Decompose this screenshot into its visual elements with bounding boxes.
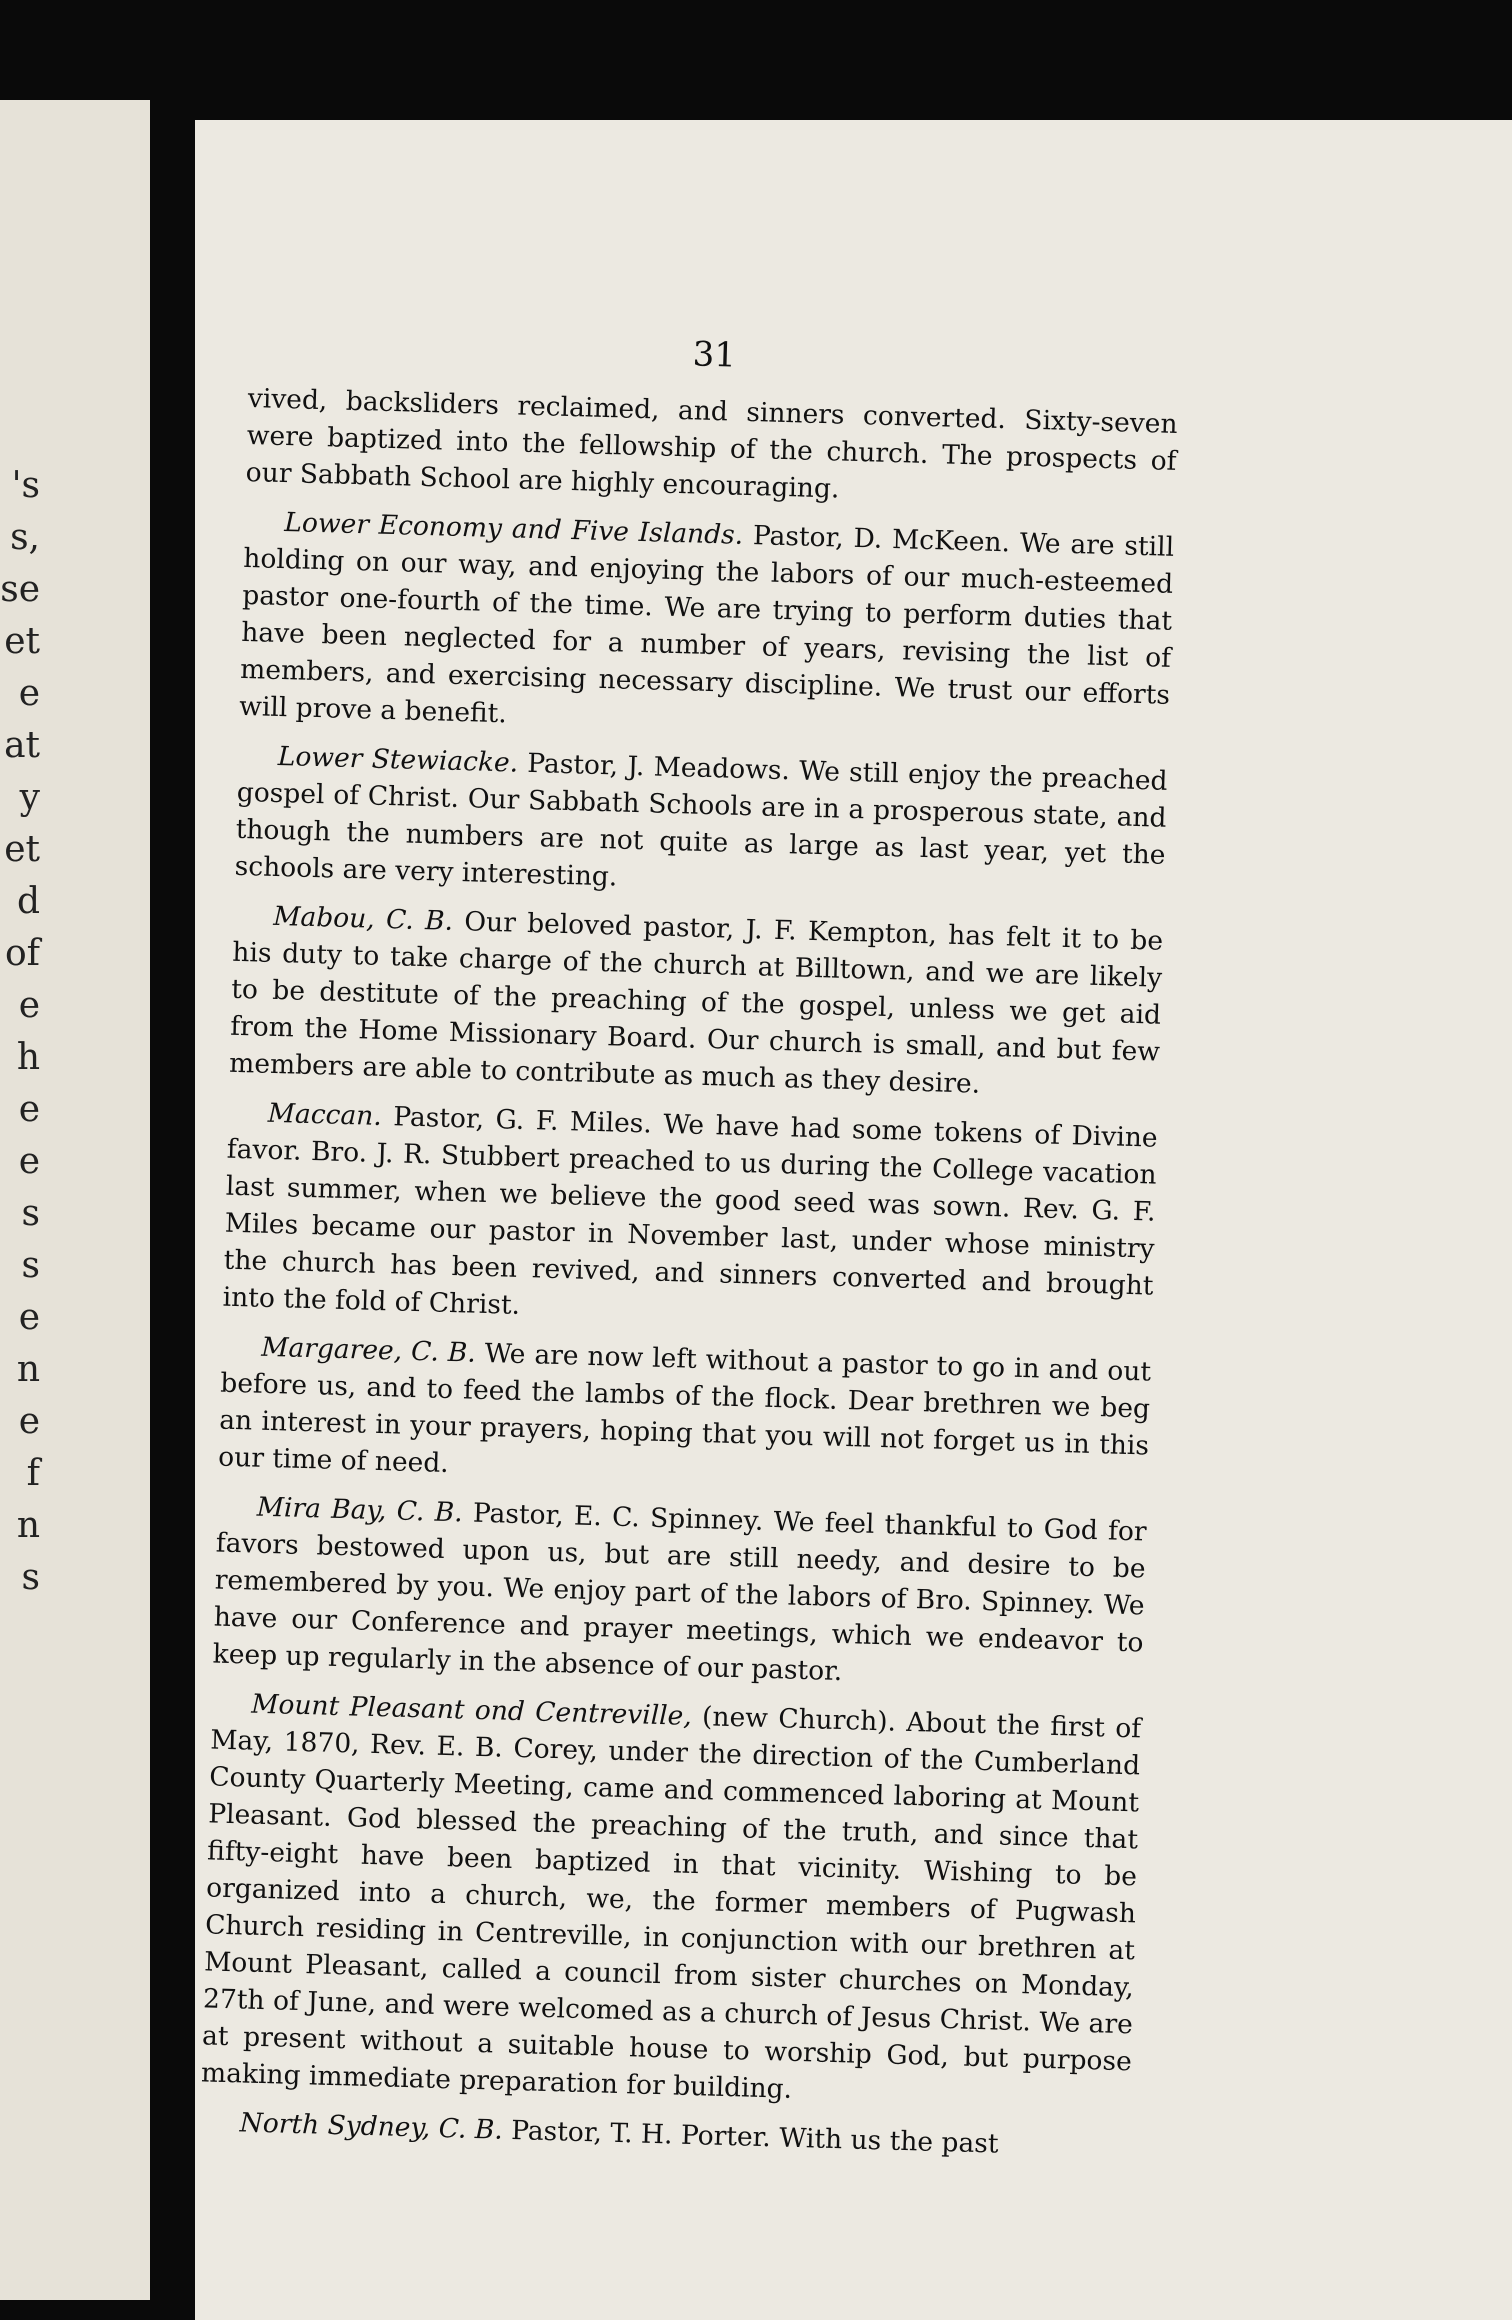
facing-page-fragment: s xyxy=(21,1193,40,1234)
facing-page-edge xyxy=(0,100,150,2300)
facing-page-fragment: n xyxy=(16,1505,40,1546)
facing-page-fragment: of xyxy=(5,933,40,974)
paragraph-text: Our beloved pastor, J. F. Kempton, has felt it to be his duty to take charge of the church at Billtown, and we are likely to be destitute of the preaching of the gospel, unless we get aid from the Home Missionary Board. Our church is small, and but few members are able to contribute as much as they desire. xyxy=(228,906,1164,1100)
facing-page-fragment: se xyxy=(0,569,40,610)
paragraph-heading: Lower Economy and Five Islands. xyxy=(283,507,744,551)
paragraph-heading: Mabou, C. B. xyxy=(272,900,454,937)
facing-page-text-fragments xyxy=(0,460,40,1604)
facing-page-fragment: e xyxy=(18,673,40,714)
paragraph-text: (new Church). About the first of May, 1870, Rev. E. B. Corey, under the direction of the Cumberland County Quarterly Meeting, came and commenced laboring at Mount Pleasant. God blessed the preaching of the truth, and since that fifty-eight have been baptized in that vicinity. Wishing to be organized into a church, we, the former members of Pugwash Church residing in Centreville, in conjunction with our brethren at Mount Pleasant, called a council from sister churches on Monday, 27th of June, and were welcomed as a church of Jesus Christ. We are at present without a suitable house to worship God, but purpose making immediate preparation for building. xyxy=(200,1701,1142,2105)
paragraph-heading: Maccan. xyxy=(267,1097,383,1132)
facing-page-fragment: s xyxy=(21,1557,40,1598)
facing-page-fragment: e xyxy=(18,1089,40,1130)
paragraph xyxy=(245,380,1178,517)
facing-page-fragment: e xyxy=(18,1297,40,1338)
page-number: 31 xyxy=(692,334,737,376)
paragraph xyxy=(229,897,1164,1108)
page-text-block xyxy=(199,322,1180,2178)
paragraph-heading: Lower Stewiacke. xyxy=(277,740,519,779)
facing-page-fragment: s, xyxy=(10,517,40,558)
paragraph-text: Pastor, E. C. Spinney. We feel thankful to God for favors bestowed upon us, but are still needy, and desire to be remembered by you. We enjoy part of the labors of Bro. Spinney. We have our Conference and prayer meetings, which we endeavor to keep up regularly in the absence of our pastor. xyxy=(212,1497,1147,1688)
facing-page-fragment: n xyxy=(16,1349,40,1390)
facing-page-fragment: f xyxy=(26,1453,40,1494)
facing-page-fragment: at xyxy=(4,725,40,766)
facing-page-fragment: h xyxy=(16,1037,40,1078)
facing-page-fragment: d xyxy=(16,881,40,922)
facing-page-fragment: y xyxy=(19,777,40,818)
paragraph-text: We are now left without a pastor to go in and out before us, and to feed the lambs of the flock. Dear brethren we beg an interest in your prayers, hoping that you will not forget us in this our time of need. xyxy=(217,1337,1152,1479)
facing-page-fragment: e xyxy=(18,985,40,1026)
paragraph xyxy=(212,1488,1147,1699)
facing-page-fragment: s xyxy=(21,1245,40,1286)
paragraph-text: vived, backsliders reclaimed, and sinners converted. Sixty-seven were baptized into the fellowship of the church. The prospects of our Sabbath School are highly encouraging. xyxy=(245,382,1178,505)
paragraph-text: Pastor, D. McKeen. We are still holding on our way, and enjoying the labors of our much-esteemed pastor one-fourth of the time. We are trying to perform duties that have been neglected for a number of years, revising the list of members, and exercising necessary discipline. We trust our efforts will prove a benefit. xyxy=(238,520,1175,730)
paragraph-heading: Mira Bay, C. B. xyxy=(256,1491,464,1529)
facing-page-fragment: et xyxy=(4,621,40,662)
paragraph xyxy=(201,1684,1142,2117)
paragraph-heading: Margaree, C. B. xyxy=(260,1331,477,1369)
paragraph-text: Pastor, G. F. Miles. We have had some tokens of Divine favor. Bro. J. R. Stubbert preached to us during the College vacation last summer, when we believe the good seed was sown. Rev. G. F. Miles became our pastor in November last, under whose ministry the church has been revived, and sinners converted and brought into the fold of Christ. xyxy=(222,1101,1158,1321)
facing-page-fragment: e xyxy=(18,1401,40,1442)
facing-page-fragment: e xyxy=(18,1141,40,1182)
paragraph-heading: North Sydney, C. B. xyxy=(239,2107,504,2146)
paragraph-text: Pastor, T. H. Porter. With us the past xyxy=(510,2115,999,2160)
paragraph-heading: Mount Pleasant ond Centreville, xyxy=(250,1688,693,1732)
facing-page-fragment: 's xyxy=(11,465,40,506)
book-gutter xyxy=(170,130,192,2320)
paragraph xyxy=(218,1328,1152,1502)
paragraph xyxy=(239,503,1175,751)
paragraph-text: Pastor, J. Meadows. We still enjoy the preached gospel of Christ. Our Sabbath Schools are in a prosperous state, and though the numbers are not quite as large as last year, yet the schools are very interesting. xyxy=(234,747,1168,893)
paragraph xyxy=(222,1094,1158,1342)
paragraph xyxy=(234,737,1168,911)
facing-page-fragment: et xyxy=(4,829,40,870)
